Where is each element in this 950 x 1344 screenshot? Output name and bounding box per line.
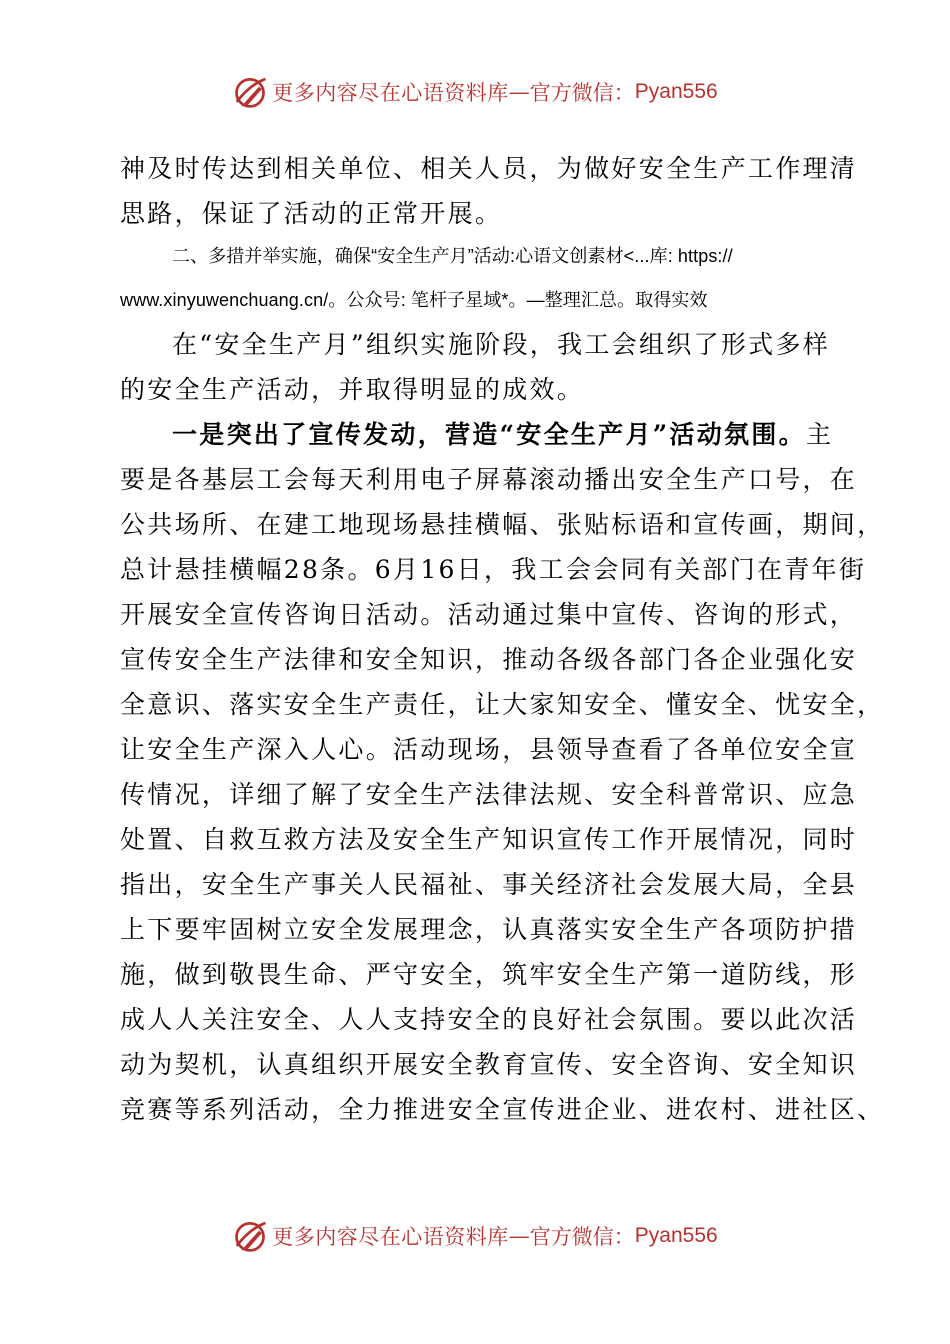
paragraph-line: 传情况，详细了解了安全生产法律法规、安全科普常识、应急 bbox=[120, 780, 858, 809]
header-banner bbox=[0, 72, 950, 112]
document-body bbox=[120, 146, 885, 1132]
banner-wechat-id: Pyan556 bbox=[634, 1224, 718, 1247]
paragraph-line: 全意识、落实安全生产责任，让大家知安全、懂安全、忧安全， bbox=[120, 690, 885, 719]
footer-banner bbox=[0, 1216, 950, 1256]
paragraph-line: 指出，安全生产事关人民福祉、事关经济社会发展大局，全县 bbox=[120, 870, 858, 899]
paragraph-line: 施，做到敬畏生命、严守安全，筑牢安全生产第一道防线，形 bbox=[120, 960, 858, 989]
banner-separator: — bbox=[508, 80, 530, 104]
banner-library-text: 更多内容尽在心语资料库 bbox=[272, 81, 509, 105]
section-heading-continued: www.xinyuwenchuang.cn/。公众号: 笔杆子星域*。—整理汇总。取得实效 bbox=[120, 290, 708, 310]
paragraph-line: 在“安全生产月”组织实施阶段，我工会组织了形式多样 bbox=[172, 330, 831, 359]
paragraph-line: 公共场所、在建工地现场悬挂横幅、张贴标语和宣传画，期间， bbox=[120, 510, 885, 539]
paragraph-line: 神及时传达到相关单位、相关人员，为做好安全生产工作理清 bbox=[120, 154, 858, 183]
banner-separator: — bbox=[508, 1224, 530, 1248]
paragraph-line: 上下要牢固树立安全发展理念，认真落实安全生产各项防护措 bbox=[120, 915, 858, 944]
paragraph-line: 开展安全宣传咨询日活动。活动通过集中宣传、咨询的形式， bbox=[120, 600, 858, 629]
paragraph-line: 竞赛等系列活动，全力推进安全宣传进企业、进农村、进社区、 bbox=[120, 1095, 885, 1124]
paragraph-line: 的安全生产活动，并取得明显的成效。 bbox=[120, 375, 585, 404]
pen-logo-icon bbox=[232, 1218, 268, 1254]
banner-wechat-label: 官方微信： bbox=[529, 81, 635, 105]
paragraph-lead-line bbox=[120, 412, 832, 457]
section-heading: 二、多措并举实施，确保“安全生产月”活动:心语文创素材<...库: https:// bbox=[172, 246, 733, 266]
paragraph-line: 成人人关注安全、人人支持安全的良好社会氛围。要以此次活 bbox=[120, 1005, 858, 1034]
paragraph-line: 总计悬挂横幅28条。6月16日，我工会会同有关部门在青年街 bbox=[120, 555, 867, 584]
banner-wechat-id: Pyan556 bbox=[634, 80, 718, 103]
paragraph-line: 动为契机，认真组织开展安全教育宣传、安全咨询、安全知识 bbox=[120, 1050, 858, 1079]
banner-wechat-label: 官方微信： bbox=[529, 1225, 635, 1249]
paragraph-line: 让安全生产深入人心。活动现场，县领导查看了各单位安全宣 bbox=[120, 735, 858, 764]
paragraph-line: 要是各基层工会每天利用电子屏幕滚动播出安全生产口号，在 bbox=[120, 465, 858, 494]
paragraph-line: 宣传安全生产法律和安全知识，推动各级各部门各企业强化安 bbox=[120, 645, 858, 674]
banner-library-text: 更多内容尽在心语资料库 bbox=[272, 1225, 509, 1249]
pen-logo-icon bbox=[232, 74, 268, 110]
bold-lead-sentence: 一是突出了宣传发动，营造“安全生产月”活动氛围。 bbox=[172, 420, 806, 449]
lead-line-rest: 主 bbox=[805, 420, 834, 449]
paragraph-line: 处置、自救互救方法及安全生产知识宣传工作开展情况，同时 bbox=[120, 825, 858, 854]
paragraph-line: 思路，保证了活动的正常开展。 bbox=[120, 199, 503, 228]
